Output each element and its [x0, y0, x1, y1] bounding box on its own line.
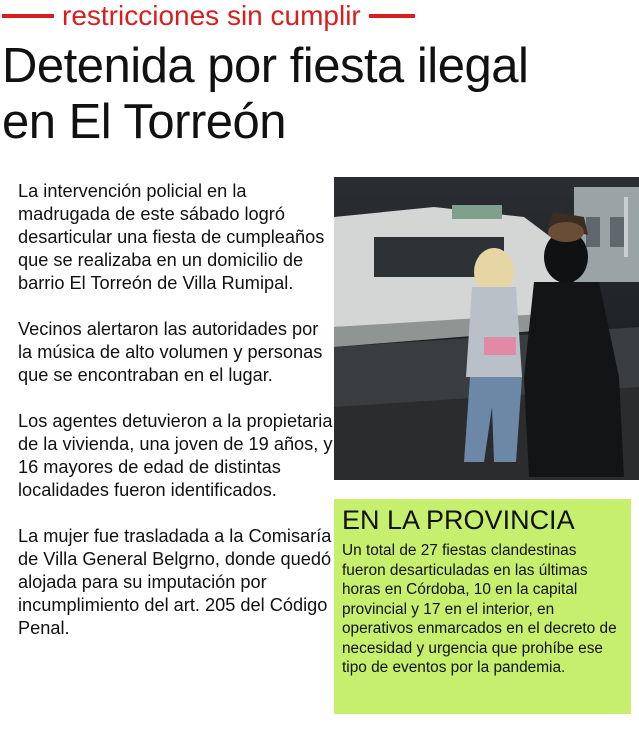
- body-paragraph-4: La mujer fue trasladada a la Comisaría de Villa General Belgrno, donde quedó alojada para su imputación por incumplimiento del art. 205 del Código Penal.: [18, 526, 332, 638]
- section-kicker: [2, 0, 522, 32]
- headline-line-2: en El Torreón: [2, 95, 287, 149]
- photo-illustration: [334, 177, 639, 480]
- headline: [2, 38, 632, 150]
- news-photo: [334, 177, 639, 480]
- article-body: [18, 180, 333, 663]
- headline-line-1: Detenida por fiesta ilegal: [2, 39, 529, 93]
- sidebar-text: Un total de 27 fiestas clandestinas fueron desarticuladas en las últimas horas en Córdoba, 10 en la capital provincial y 17 en el interior, en operativos enmarcados en el decreto de necesidad y urgencia que prohíbe ese tipo de eventos por la pandemia.: [342, 542, 617, 676]
- sidebar-title: EN LA PROVINCIA: [342, 505, 575, 535]
- body-paragraph-3: Los agentes detuvieron a la propietaria de la vivienda, una joven de 19 años, y 16 mayores de edad de distintas localidades fueron identificados.: [18, 411, 333, 500]
- body-paragraph-2: Vecinos alertaron las autoridades por la música de alto volumen y personas que se encontraban en el lugar.: [18, 319, 323, 385]
- kicker-label: restricciones sin cumplir: [62, 0, 361, 31]
- body-paragraph-1: La intervención policial en la madrugada de este sábado logró desarticular una fiesta de cumpleaños que se realizaba en un domicilio de barrio El Torreón de Villa Rumipal.: [18, 181, 325, 293]
- sidebar-box: [334, 499, 631, 714]
- kicker-rule-left: [2, 14, 54, 18]
- kicker-rule-right: [369, 14, 415, 18]
